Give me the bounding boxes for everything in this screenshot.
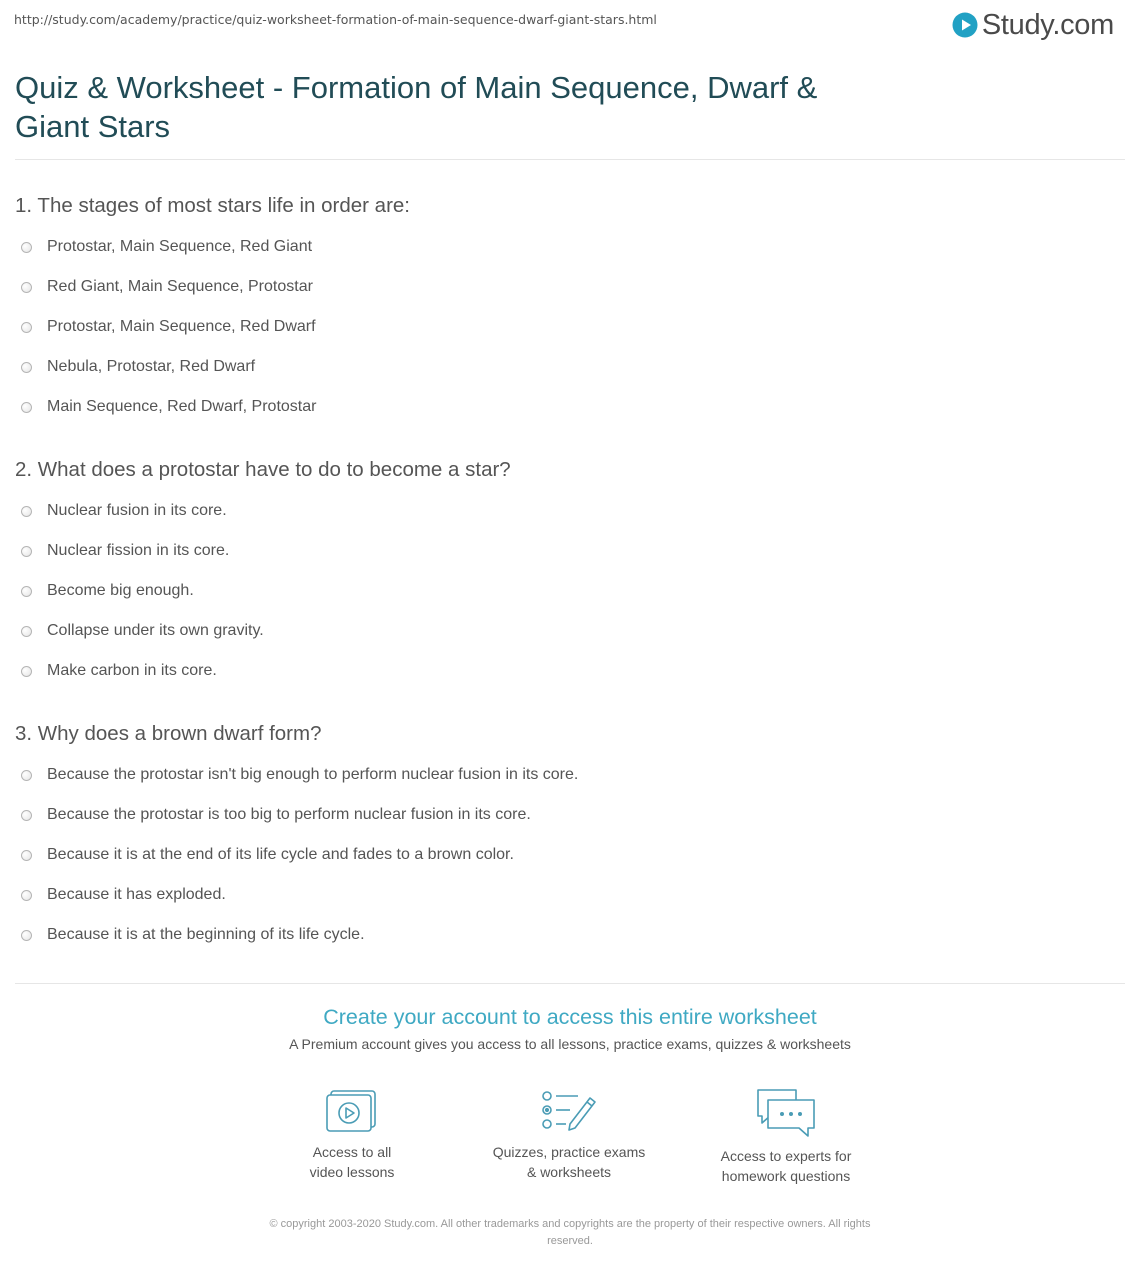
question-2-options bbox=[21, 491, 264, 691]
answer-text: Because the protostar is too big to perform nuclear fusion in its core. bbox=[47, 806, 531, 823]
create-account-link[interactable]: Create your account to access this entire worksheet bbox=[323, 1005, 817, 1029]
radio-button[interactable] bbox=[21, 322, 32, 333]
feature-label: Quizzes, practice exams & worksheets bbox=[492, 1144, 646, 1180]
answer-option[interactable] bbox=[21, 915, 578, 955]
answer-text: Nuclear fission in its core. bbox=[47, 542, 230, 559]
answer-option[interactable] bbox=[21, 835, 578, 875]
answer-option[interactable] bbox=[21, 531, 264, 571]
radio-button[interactable] bbox=[21, 770, 32, 781]
answer-text: Because it is at the beginning of its life cycle. bbox=[47, 926, 365, 943]
feature-video-lessons bbox=[252, 1088, 452, 1182]
answer-option[interactable] bbox=[21, 875, 578, 915]
page-url: http://study.com/academy/practice/quiz-worksheet-formation-of-main-sequence-dwarf-giant-stars.html bbox=[14, 12, 657, 27]
answer-text: Because it is at the end of its life cycle and fades to a brown color. bbox=[47, 846, 514, 863]
video-lesson-icon bbox=[325, 1088, 379, 1134]
page-title: Quiz & Worksheet - Formation of Main Sequence, Dwarf & Giant Stars bbox=[15, 70, 818, 144]
feature-quizzes bbox=[469, 1088, 669, 1182]
feature-label: Access to all video lessons bbox=[309, 1144, 395, 1180]
answer-text: Become big enough. bbox=[47, 582, 194, 599]
radio-button[interactable] bbox=[21, 810, 32, 821]
answer-option[interactable] bbox=[21, 491, 264, 531]
radio-button[interactable] bbox=[21, 362, 32, 373]
answer-text: Nuclear fusion in its core. bbox=[47, 502, 227, 519]
question-3-options bbox=[21, 755, 578, 955]
answer-text: Collapse under its own gravity. bbox=[47, 622, 264, 639]
radio-button[interactable] bbox=[21, 242, 32, 253]
expert-chat-icon bbox=[754, 1088, 818, 1138]
question-3: 3. Why does a brown dwarf form? bbox=[15, 722, 322, 745]
answer-option[interactable] bbox=[21, 227, 316, 267]
premium-description: A Premium account gives you access to all lessons, practice exams, quizzes & worksheets bbox=[289, 1036, 851, 1052]
answer-text: Red Giant, Main Sequence, Protostar bbox=[47, 278, 313, 295]
title-divider bbox=[15, 159, 1125, 160]
answer-text: Protostar, Main Sequence, Red Dwarf bbox=[47, 318, 316, 335]
radio-button[interactable] bbox=[21, 930, 32, 941]
cta-divider bbox=[15, 983, 1125, 984]
answer-text: Main Sequence, Red Dwarf, Protostar bbox=[47, 398, 317, 415]
question-1-options bbox=[21, 227, 316, 427]
radio-button[interactable] bbox=[21, 890, 32, 901]
copyright-notice: © copyright 2003-2020 Study.com. All other trademarks and copyrights are the property of their respective owners. All rights reserved. bbox=[269, 1218, 871, 1247]
answer-option[interactable] bbox=[21, 387, 316, 427]
answer-text: Because the protostar isn't big enough to perform nuclear fusion in its core. bbox=[47, 766, 579, 783]
play-circle-icon bbox=[952, 12, 978, 38]
answer-option[interactable] bbox=[21, 795, 578, 835]
radio-button[interactable] bbox=[21, 282, 32, 293]
answer-text: Because it has exploded. bbox=[47, 886, 226, 903]
study-logo[interactable] bbox=[952, 8, 1114, 42]
radio-button[interactable] bbox=[21, 402, 32, 413]
logo-text: Study.com bbox=[981, 8, 1114, 41]
answer-option[interactable] bbox=[21, 611, 264, 651]
question-1: 1. The stages of most stars life in order are: bbox=[15, 194, 410, 217]
radio-button[interactable] bbox=[21, 546, 32, 557]
answer-option[interactable] bbox=[21, 651, 264, 691]
question-2: 2. What does a protostar have to do to become a star? bbox=[15, 458, 511, 481]
answer-option[interactable] bbox=[21, 571, 264, 611]
answer-text: Make carbon in its core. bbox=[47, 662, 217, 679]
radio-button[interactable] bbox=[21, 586, 32, 597]
answer-option[interactable] bbox=[21, 267, 316, 307]
radio-button[interactable] bbox=[21, 850, 32, 861]
answer-text: Nebula, Protostar, Red Dwarf bbox=[47, 358, 256, 375]
feature-experts bbox=[686, 1088, 886, 1186]
answer-text: Protostar, Main Sequence, Red Giant bbox=[47, 238, 313, 255]
radio-button[interactable] bbox=[21, 506, 32, 517]
feature-label: Access to experts for homework questions bbox=[720, 1148, 852, 1184]
answer-option[interactable] bbox=[21, 347, 316, 387]
radio-button[interactable] bbox=[21, 626, 32, 637]
answer-option[interactable] bbox=[21, 755, 578, 795]
answer-option[interactable] bbox=[21, 307, 316, 347]
quiz-checklist-icon bbox=[540, 1088, 598, 1134]
radio-button[interactable] bbox=[21, 666, 32, 677]
